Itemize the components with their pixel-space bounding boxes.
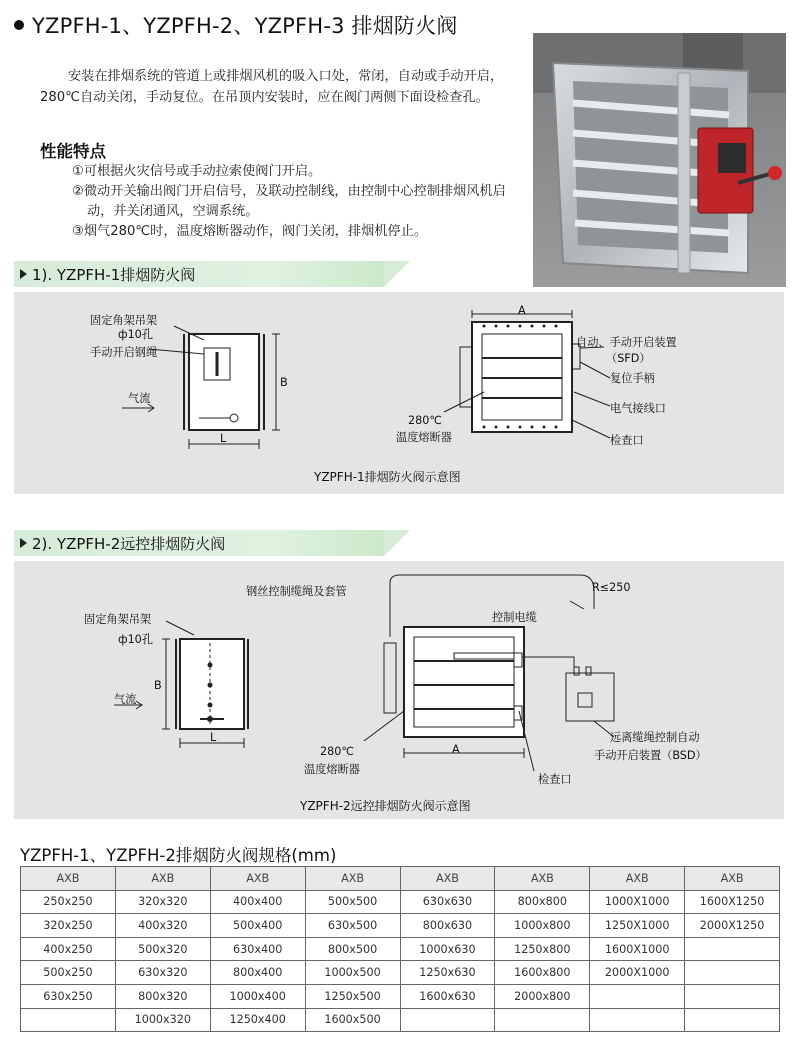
table-header-cell: AXB: [685, 867, 780, 891]
label-terminal: 电气接线口: [610, 402, 666, 415]
table-cell: 1600x500: [305, 1008, 400, 1032]
bullet-icon: [14, 20, 24, 30]
table-cell: 400x320: [115, 914, 210, 938]
table-row: [21, 1008, 780, 1032]
table-cell: [685, 1008, 780, 1032]
table-cell: [495, 1008, 590, 1032]
table-row: [21, 961, 780, 985]
table-header-cell: AXB: [305, 867, 400, 891]
table-cell: 500x500: [305, 890, 400, 914]
table-cell: 630x500: [305, 914, 400, 938]
features-list: [72, 162, 532, 242]
label-auto-manual: 自动、手动开启装置: [576, 336, 677, 349]
table-header-cell: AXB: [21, 867, 116, 891]
table-cell: [685, 937, 780, 961]
section2-heading: 2). YZPFH-2远控排烟防火阀: [32, 535, 226, 553]
table-cell: 1250x800: [495, 937, 590, 961]
table-row: [21, 937, 780, 961]
table-row: [21, 984, 780, 1008]
label-airflow: 气流: [114, 693, 137, 706]
table-cell: 320x320: [115, 890, 210, 914]
table-header-cell: AXB: [115, 867, 210, 891]
label-dim-l: L: [220, 432, 227, 445]
table-cell: 630x320: [115, 961, 210, 985]
table-header-cell: AXB: [400, 867, 495, 891]
damper-photo-illustration: [533, 33, 786, 287]
table-cell: [400, 1008, 495, 1032]
table-cell: 800x630: [400, 914, 495, 938]
table-cell: 800x400: [210, 961, 305, 985]
label-dim-l: L: [210, 731, 217, 744]
label-rope: 手动开启钢绳: [90, 346, 158, 359]
features-heading: 性能特点: [40, 142, 106, 161]
section1-heading-tip: [384, 261, 410, 287]
label-hole: ф10孔: [118, 633, 153, 646]
table-cell: 400x250: [21, 937, 116, 961]
table-cell: [21, 1008, 116, 1032]
table-cell: 2000x800: [495, 984, 590, 1008]
table-cell: 400x400: [210, 890, 305, 914]
label-dim-b: B: [154, 679, 162, 692]
section2-heading-bar: [14, 530, 414, 556]
label-remote2: 手动开启装置（BSD）: [594, 749, 707, 762]
label-airflow: 气流: [128, 392, 151, 405]
section2-diagram-drawing: [14, 561, 784, 819]
label-bracket: 固定角架吊架: [84, 613, 152, 626]
table-cell: 1000X1000: [590, 890, 685, 914]
label-remote1: 远离缆绳控制自动: [610, 731, 700, 744]
table-cell: 500x400: [210, 914, 305, 938]
label-dim-b: B: [280, 376, 288, 389]
table-cell: 800x320: [115, 984, 210, 1008]
page-title: [14, 10, 458, 40]
table-cell: 2000X1250: [685, 914, 780, 938]
table-cell: [685, 961, 780, 985]
label-temp: 280℃: [320, 745, 354, 758]
table-cell: 1600x630: [400, 984, 495, 1008]
table-cell: 1250x400: [210, 1008, 305, 1032]
label-fuse: 温度熔断器: [396, 431, 452, 444]
arrow-right-icon: [20, 269, 27, 279]
table-header-cell: AXB: [495, 867, 590, 891]
table-cell: 500x250: [21, 961, 116, 985]
section1-diagram: [14, 292, 784, 494]
table-cell: 1000x800: [495, 914, 590, 938]
label-hole: ф10孔: [118, 328, 153, 341]
table-cell: 1600X1250: [685, 890, 780, 914]
table-cell: 1600x800: [495, 961, 590, 985]
label-dim-a: A: [452, 743, 460, 756]
table-cell: 800x800: [495, 890, 590, 914]
spec-table: [20, 866, 780, 1032]
label-temp: 280℃: [408, 414, 442, 427]
table-cell: 800x500: [305, 937, 400, 961]
table-header-cell: AXB: [590, 867, 685, 891]
table-cell: [590, 1008, 685, 1032]
product-photo: [533, 33, 786, 287]
table-cell: 1000x320: [115, 1008, 210, 1032]
feature-item: ②微动开关输出阀门开启信号，及联动控制线，由控制中心控制排烟风机启动，并关闭通风，空调系统。: [72, 184, 506, 219]
label-bracket: 固定角架吊架: [90, 314, 158, 327]
label-reset: 复位手柄: [610, 372, 655, 385]
spec-title: YZPFH-1、YZPFH-2排烟防火阀规格(mm): [20, 846, 337, 865]
table-cell: 630x630: [400, 890, 495, 914]
page-title-text: YZPFH-1、YZPFH-2、YZPFH-3 排烟防火阀: [32, 14, 458, 38]
arrow-right-icon: [20, 538, 27, 548]
table-cell: 320x250: [21, 914, 116, 938]
section1-caption: YZPFH-1排烟防火阀示意图: [314, 470, 461, 484]
label-radius: R≤250: [592, 581, 631, 594]
section1-heading: 1). YZPFH-1排烟防火阀: [32, 266, 196, 284]
table-cell: 1250X1000: [590, 914, 685, 938]
label-sfd: （SFD）: [606, 352, 651, 365]
table-cell: 2000X1000: [590, 961, 685, 985]
section1-heading-bar: [14, 261, 414, 287]
table-cell: 1000x500: [305, 961, 400, 985]
table-cell: 630x250: [21, 984, 116, 1008]
table-cell: 630x400: [210, 937, 305, 961]
table-cell: 250x250: [21, 890, 116, 914]
table-cell: 1250x630: [400, 961, 495, 985]
table-header-row: [21, 867, 780, 891]
table-header-cell: AXB: [210, 867, 305, 891]
table-cell: 1000x630: [400, 937, 495, 961]
table-cell: 1600X1000: [590, 937, 685, 961]
table-row: [21, 890, 780, 914]
table-cell: 1250x500: [305, 984, 400, 1008]
intro-paragraph: 安装在排烟系统的管道上或排烟风机的吸入口处，常闭，自动或手动开启，280℃自动关闭，手动复位。在吊顶内安装时，应在阀门两侧下面设检查孔。: [40, 69, 504, 105]
table-cell: [685, 984, 780, 1008]
table-cell: [590, 984, 685, 1008]
label-fuse: 温度熔断器: [304, 763, 360, 776]
label-control-cable: 控制电缆: [492, 611, 537, 624]
feature-item: ③烟气280℃时，温度熔断器动作，阀门关闭，排烟机停止。: [72, 224, 428, 239]
table-cell: 500x320: [115, 937, 210, 961]
label-cable-sleeve: 钢丝控制缆绳及套管: [246, 585, 347, 598]
label-inspect: 检查口: [610, 434, 644, 447]
feature-item: ①可根据火灾信号或手动拉索使阀门开启。: [72, 164, 322, 179]
label-inspect: 检查口: [538, 773, 572, 786]
section2-caption: YZPFH-2远控排烟防火阀示意图: [300, 799, 471, 813]
section2-diagram: [14, 561, 784, 819]
section2-heading-tip: [384, 530, 410, 556]
label-dim-a: A: [518, 304, 526, 317]
table-cell: 1000x400: [210, 984, 305, 1008]
table-row: [21, 914, 780, 938]
